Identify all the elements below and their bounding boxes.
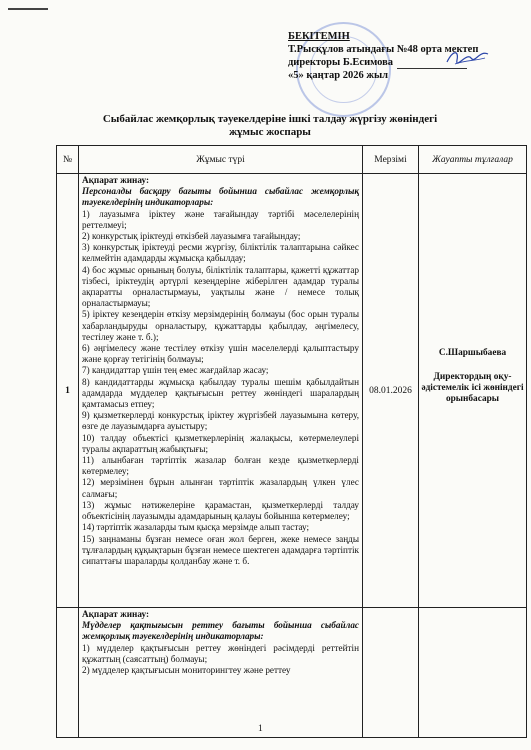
indicator-item: 8) кандидаттарды жұмысқа қабылдау туралы шешім қабылдайтын адамдарда мүдделер қақтығысын реттеу жөніндегі шаралардың қамтамасыз етпеу; xyxy=(82,376,359,410)
indicator-item: 6) әңгімелесу және тестілеу өткізу үшін мәселелерді қалыптастыру және қорғау тетігінің болмауы; xyxy=(82,343,359,365)
table-row xyxy=(57,174,527,608)
deadline-cell-empty xyxy=(363,608,419,738)
indicator-item: 1) лауазымға іріктеу және тағайындау тәртібі мәселелерінің реттелмеуі; xyxy=(82,208,359,230)
indicator-list xyxy=(82,643,359,677)
indicator-item: 3) конкурстық іріктеуді ресми жүргізу, біліктілік талаптарына сәйкес келмейтін адамдарды жұмысқа қабылдау; xyxy=(82,242,359,264)
header-responsible: Жауапты тұлғалар xyxy=(419,146,527,174)
row-heading: Ақпарат жинау: xyxy=(82,175,149,185)
indicator-item: 12) мерзімінен бұрын алынған тәртіптік жазалардың үлкен үлес салмағы; xyxy=(82,477,359,499)
title-line-1: Сыбайлас жемқорлық тәуекелдеріне ішкі талдау жүргізу жөніндегі xyxy=(102,113,438,125)
table-row xyxy=(57,608,527,738)
indicator-item: 4) бос жұмыс орнының болуы, біліктілік талаптары, қажетті құжаттар тізбесі, іріктеудің әртүрлі кезеңдеріне жіберілген адамдар туралы ақпаратты орналастырмауы, уақтылы және / немесе толық орналастырмауы; xyxy=(82,264,359,309)
indicator-list xyxy=(82,209,359,568)
approval-title: БЕКІТЕМІН xyxy=(288,31,350,42)
approval-block xyxy=(288,30,528,82)
work-description xyxy=(79,174,363,608)
indicator-item: 2) конкурстық іріктеуді өткізбей лауазымға тағайындау; xyxy=(82,231,301,242)
deadline-cell: 08.01.2026 xyxy=(363,174,419,608)
row-heading: Ақпарат жинау: xyxy=(82,609,149,619)
indicator-item: 13) жұмыс нәтижелеріне қарамастан, қызметкерлерді талдау объектісінің лауазымды адамдарының қалауы бойынша көтермелеу; xyxy=(82,499,359,522)
approval-director: директоры Б.Есимова xyxy=(288,56,528,69)
approval-date: «5» қаңтар 2026 жыл xyxy=(288,70,389,81)
responsible-role: Директордың оқу-әдістемелік ісі жөніндегі орынбасары xyxy=(421,372,524,404)
responsible-cell xyxy=(419,174,527,608)
row-subheading: Мүдделер қақтығысын реттеу бағыты бойынша сыбайлас жемқорлық тәуекелдерінің индикаторлары: xyxy=(82,620,359,642)
indicator-item: 15) заңнаманы бұзған немесе оған жол берген, жеке немесе заңды тұлғалардың құқықтарын бұзған немесе шектеген адамдарға тәртіптік сипаттағы шараларды қолданбау және т. б. xyxy=(82,533,359,566)
approval-school: Т.Рысқұлов атындағы №48 орта мектеп xyxy=(288,44,479,55)
indicator-item: 2) мүдделер қақтығысын мониторингтеу және реттеу xyxy=(82,665,291,676)
header-num: № xyxy=(57,146,79,174)
title-line-2: жұмыс жоспары xyxy=(229,126,311,138)
indicator-item: 10) талдау объектісі қызметкерлерінің жалақысы, көтермелеулері туралы ақпараттың жабықтығы; xyxy=(82,432,359,454)
row-subheading: Персоналды басқару бағыты бойынша сыбайлас жемқорлық тәуекелдерінің индикаторлары: xyxy=(82,186,359,208)
row-number-empty xyxy=(57,608,79,738)
work-description xyxy=(79,608,363,738)
indicator-item: 5) іріктеу кезеңдерін өткізу мерзімдерінің болмауы (бос орын туралы хабарландыруды орналастыру, құжаттарды қабылдау, әңгімелесу, тестілеу және т. б.); xyxy=(82,309,359,342)
top-rule xyxy=(8,8,48,10)
table-header-row xyxy=(57,146,527,174)
header-work: Жұмыс түрі xyxy=(79,146,363,174)
work-plan-table xyxy=(56,145,527,738)
indicator-item: 9) қызметкерлерді конкурстық іріктеу жүргізбей лауазымына көтеру, өзге де лауазымдарға ауыстыру; xyxy=(82,410,359,432)
indicator-item: 1) мүдделер қақтығысын реттеу жөніндегі рәсімдерді реттейтін құжаттың (саясаттың) болмауы; xyxy=(82,642,359,664)
header-deadline: Мерзімі xyxy=(363,146,419,174)
document-title xyxy=(60,113,480,139)
responsible-name: С.Шаршыбаева xyxy=(438,348,507,358)
page-number: 1 xyxy=(258,724,263,734)
row-number: 1 xyxy=(57,174,79,608)
indicator-item: 14) тәртіптік жазаларды тым қысқа мерзімде алып тастау; xyxy=(82,522,310,533)
indicator-item: 7) кандидаттар үшін тең емес жағдайлар жасау; xyxy=(82,365,269,376)
signature-line xyxy=(397,58,467,69)
responsible-cell-empty xyxy=(419,608,527,738)
indicator-item: 11) алынбаған тәртіптік жазалар болған кезде қызметкерлерді көтермелеу; xyxy=(82,455,359,477)
